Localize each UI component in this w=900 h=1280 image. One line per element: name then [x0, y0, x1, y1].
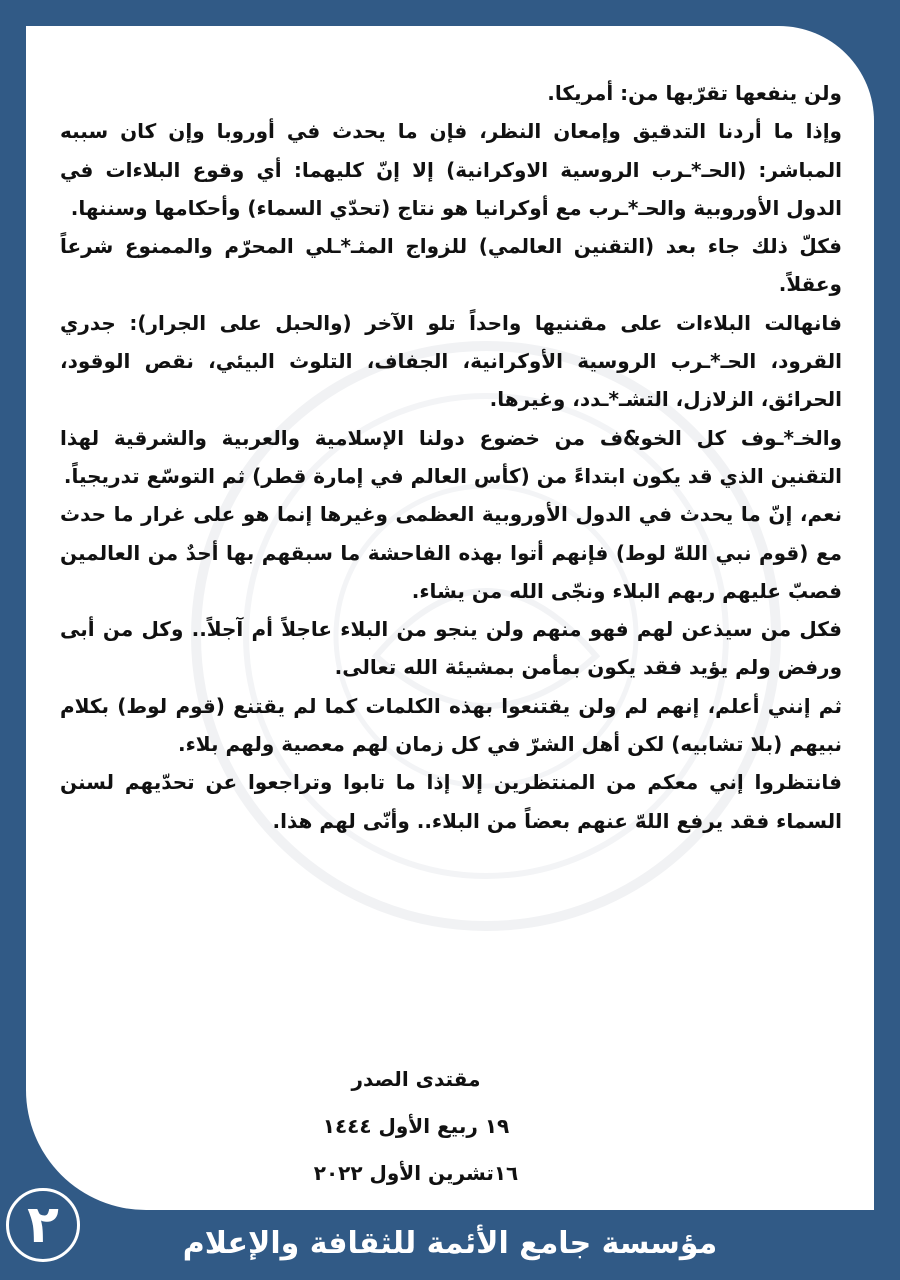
- paragraph: فكل من سيذعن لهم فهو منهم ولن ينجو من البلاء عاجلاً أم آجلاً.. وكل من أبى ورفض ولم يؤيد فقد يكون بمأمن بمشيئة الله تعالى.: [60, 617, 842, 680]
- paragraph: ثم إنني أعلم، إنهم لم ولن يقتنعوا بهذه الكلمات كما لم يقتنع (قوم لوط) بكلام نبيهم (بلا تشابيه) لكن أهل الشرّ في كل زمان لهم معصية ولهم بلاء.: [60, 693, 842, 757]
- document-page: [26, 26, 874, 1210]
- gregorian-date: ١٦تشرين الأول ٢٠٢٢: [313, 1161, 519, 1185]
- signature-block: [306, 1056, 526, 1197]
- paragraph: ولن ينفعها تقرّبها من: أمريكا.: [547, 81, 842, 105]
- hijri-date: ١٩ ربيع الأول ١٤٤٤: [322, 1114, 510, 1138]
- paragraph: فانهالت البلاءات على مقننيها واحداً تلو الآخر (والحبل على الجرار): جدري القرود، الحـ*ـرب الروسية الأوكرانية، الجفاف، التلوث البيئي، نقص الوقود، الحرائق، الزلازل، التشـ*ـدد، وغيرها.: [60, 310, 842, 412]
- paragraph: فكلّ ذلك جاء بعد (التقنين العالمي) للزواج المثـ*ـلي المحرّم والممنوع شرعاً وعقلاً.: [60, 234, 842, 297]
- paragraph: فانتظروا إني معكم من المنتظرين إلا إذا ما تابوا وتراجعوا عن تحدّيهم لسنن السماء فقد يرفع اللهّ عنهم بعضاً من البلاء.. وأنّى لهم هذا.: [60, 770, 842, 833]
- page-number-badge: ٢: [6, 1188, 80, 1262]
- organization-name: مؤسسة جامع الأئمة للثقافة والإعلام: [182, 1226, 718, 1261]
- paragraph: والخـ*ـوف كل الخو&ف من خضوع دولنا الإسلامية والعربية والشرقية لهذا التقنين الذي قد يكون ابتداءً من (كأس العالم في إمارة قطر) ثم التوسّع تدريجياً.: [60, 425, 842, 488]
- paragraph: وإذا ما أردنا التدقيق وإمعان النظر، فإن ما يحدث في أوروبا وإن كان سببه المباشر: (الحـ*ـرب الروسية الاوكرانية) إلا إنّ كليهما: أي وقوع البلاءات في الدول الأوروبية والحـ*ـرب مع أوكرانيا هو نتاج (تحدّي السماء) وأحكامها وسننها.: [60, 119, 842, 220]
- paragraph: نعم، إنّ ما يحدث في الدول الأوروبية العظمى وغيرها إنما هو على غرار ما حدث مع (قوم نبي اللهّ لوط) فإنهم أتوا بهذه الفاحشة ما سبقهم بها أحدٌ من العالمين فصبّ عليهم ربهم البلاء ونجّى الله من يشاء.: [60, 502, 842, 603]
- signatory-name: مقتدى الصدر: [351, 1067, 481, 1091]
- letter-body: [60, 74, 842, 840]
